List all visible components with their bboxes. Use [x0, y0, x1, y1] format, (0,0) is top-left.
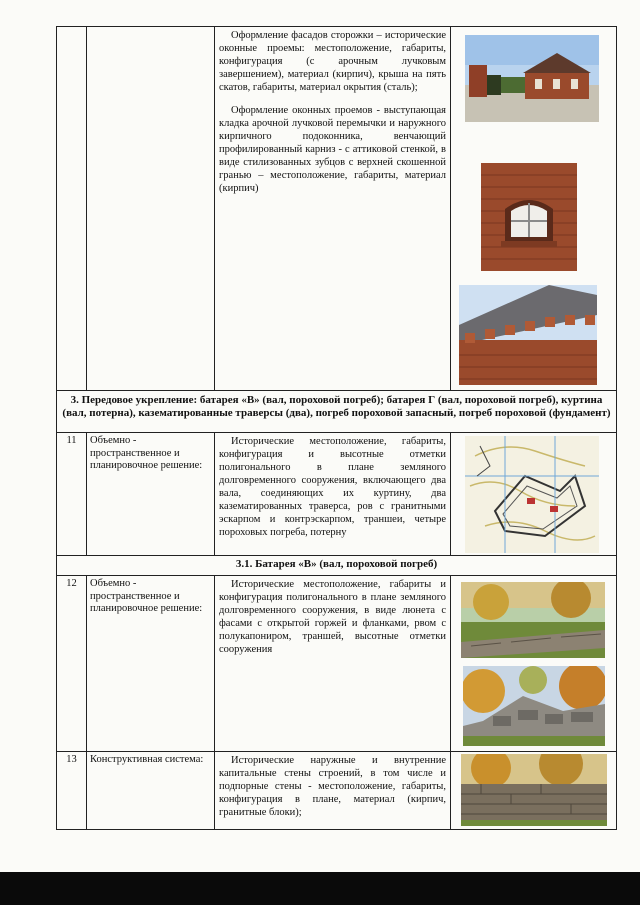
facade-paragraph-1: Оформление фасадов сторожки – исторические оконные проемы: местоположение, габариты, конфигурация (с арочным лучковым завершением), материал (кирпич), крыша на пять скатов, габариты, материал окрытия (сталь); — [219, 30, 446, 93]
table-row-12 — [57, 576, 617, 752]
row-number-cell — [57, 27, 87, 391]
row-number: 11 — [57, 433, 87, 556]
section-3-heading: 3. Передовое укрепление: батарея «В» (вал, пороховой погреб); батарея Г (вал, пороховой погреб), куртина (вал, потерна), казематированные траверсы (два), погреб пороховой запасный, погреб пороховой (фундамент) — [57, 391, 617, 433]
row-number: 12 — [57, 576, 87, 752]
section-3-1-heading: 3.1. Батарея «В» (вал, пороховой погреб) — [57, 556, 617, 576]
table-row-13 — [57, 752, 617, 830]
row-name: Объемно - пространственное и планировочное решение: — [87, 433, 215, 556]
row-name: Объемно - пространственное и планировочное решение: — [87, 576, 215, 752]
section-3-heading-row — [57, 391, 617, 433]
row-11-description: Исторические местоположение, габариты, конфигурация и высотные отметки полигонального в плане земляного долговременного сооружения, включающего два вала, соединяющих их куртину, два казематированных траверса, ров с гранитными эскарпом и контрэскарпом, траншеи, четыре пороховых погреба, потерну — [219, 436, 446, 538]
row-image-cell — [451, 27, 617, 391]
row-number: 13 — [57, 752, 87, 830]
facade-paragraph-2: Оформление оконных проемов - выступающая кладка арочной лучковой перемычки и наружного кирпичного подоконника, венчающий профилированный карниз - с аттиковой стенкой, в виде стилизованных зубцов с верхней скошенной гранью – местоположение, габариты, материал (кирпич) — [219, 105, 446, 194]
row-12-description: Исторические местоположение, габариты и конфигурация полигонального в плане земляного долговременного сооружения, в виде люнета с фасами с открытой горжей и фланками, рвом с полукапониром, траншей, высотные отметки сооружения — [219, 579, 446, 655]
table-row-facade — [57, 27, 617, 391]
table-row-11 — [57, 433, 617, 556]
row-name-cell — [87, 27, 215, 391]
cornice-photo — [459, 285, 597, 385]
battery-stonework-photo — [463, 666, 605, 746]
row-description — [215, 433, 451, 556]
section-3-1-heading-row — [57, 556, 617, 576]
site-plan-map — [465, 436, 599, 553]
row-image-cell — [451, 752, 617, 830]
heritage-table — [56, 26, 617, 830]
arched-window-photo — [481, 163, 577, 271]
gatehouse-photo — [465, 35, 599, 122]
row-image-cell — [451, 433, 617, 556]
row-13-description: Исторические наружные и внутренние капитальные стены строений, в том числе и подпорные стены - местоположение, габариты, конфигурация в плане, материал (кирпич, гранитные блоки); — [219, 755, 446, 818]
retaining-wall-photo — [461, 754, 607, 826]
row-name: Конструктивная система: — [87, 752, 215, 830]
row-description — [215, 576, 451, 752]
scan-bottom-edge — [0, 872, 640, 905]
row-description — [215, 752, 451, 830]
row-description-cell — [215, 27, 451, 391]
battery-rampart-photo — [461, 582, 605, 658]
row-image-cell — [451, 576, 617, 752]
